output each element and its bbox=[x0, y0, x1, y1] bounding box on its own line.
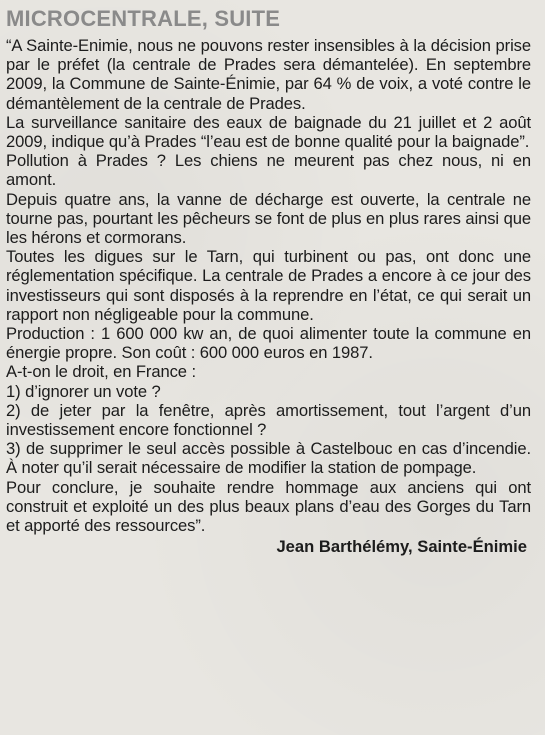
article-title: MICROCENTRALE, SUITE bbox=[6, 6, 281, 31]
article-body bbox=[6, 36, 531, 535]
list-item-3: 3) de supprimer le seul accès possible à Castelbouc en cas d’incendie. À noter qu’il serait nécessaire de modifier la station de pompage. bbox=[6, 439, 531, 478]
paragraph-7: A-t-on le droit, en France : bbox=[6, 362, 196, 382]
paragraph-1: “A Sainte-Enimie, nous ne pouvons rester insensibles à la décision prise par le préfet (la centrale de Prades sera démantelée). En septembre 2009, la Commune de Sainte-Énimie, par 64 % de voix, a voté contre le démantèlement de la centrale de Prades. bbox=[6, 36, 531, 113]
paragraph-conclusion: Pour conclure, je souhaite rendre hommage aux anciens qui ont construit et exploité un des plus beaux plans d’eau des Gorges du Tarn et apporté des ressources”. bbox=[6, 477, 531, 536]
list-item-1: 1) d’ignorer un vote ? bbox=[6, 381, 161, 401]
paragraph-4: Depuis quatre ans, la vanne de décharge est ouverte, la centrale ne tourne pas, pourtant les pêcheurs se font de plus en plus rares ainsi que les hérons et cormorans. bbox=[6, 189, 531, 248]
author-signature: Jean Barthélémy, Sainte-Énimie bbox=[276, 537, 527, 557]
list-item-2: 2) de jeter par la fenêtre, après amortissement, tout l’argent d’un investissement encore fonctionnel ? bbox=[6, 400, 531, 440]
paragraph-6: Production : 1 600 000 kw an, de quoi alimenter toute la commune en énergie propre. Son coût : 600 000 euros en 1987. bbox=[6, 324, 531, 363]
paragraph-2: La surveillance sanitaire des eaux de baignade du 21 juillet et 2 août 2009, indique qu’à Prades “l’eau est de bonne qualité pour la baignade”. bbox=[6, 112, 531, 152]
paragraph-3: Pollution à Prades ? Les chiens ne meurent pas chez nous, ni en amont. bbox=[6, 151, 531, 190]
paragraph-5: Toutes les digues sur le Tarn, qui turbinent ou pas, ont donc une réglementation spécifique. La centrale de Prades a encore à ce jour des investisseurs qui sont disposés à la reprendre en l’état, ce qui serait un rapport non négligeable pour la commune. bbox=[6, 247, 531, 324]
